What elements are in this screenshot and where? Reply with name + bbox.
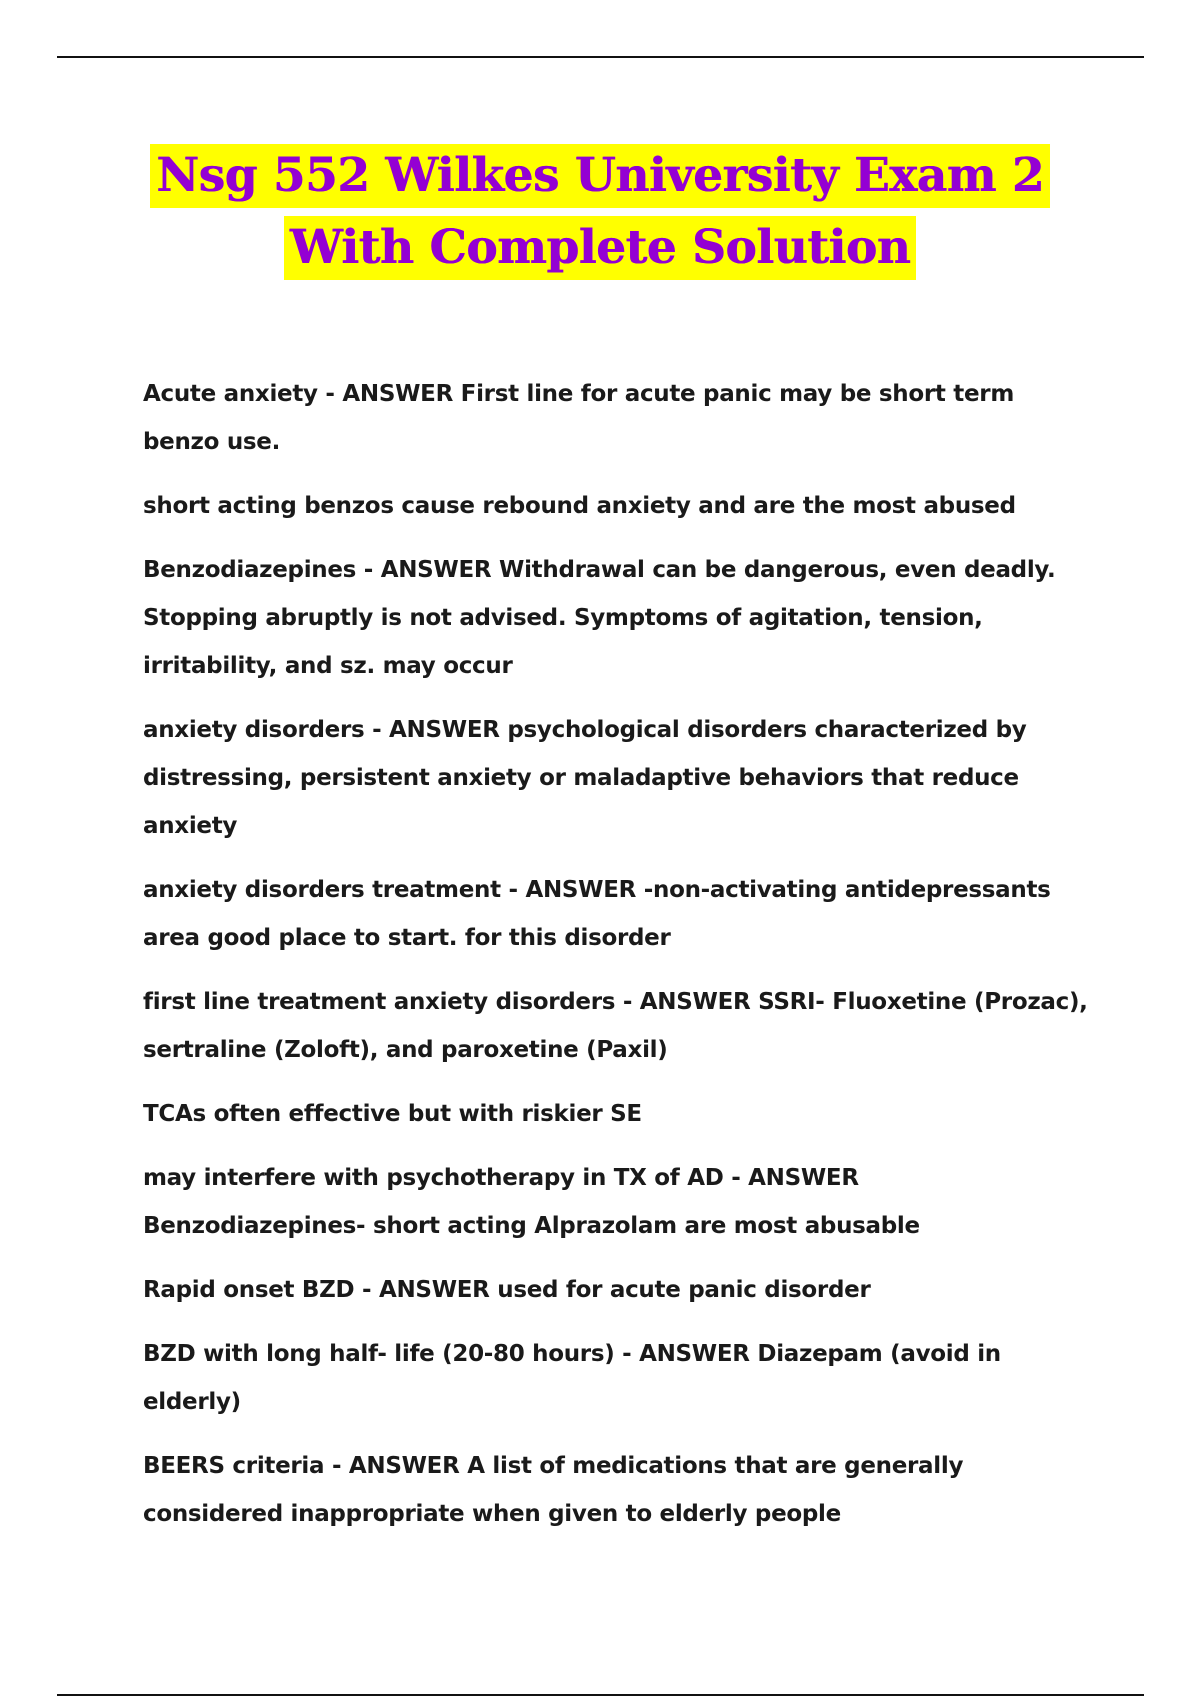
qa-entry: Acute anxiety - ANSWER First line for acute panic may be short term benzo use. (143, 381, 1014, 455)
top-divider (57, 56, 1144, 58)
title-line-2: With Complete Solution (284, 216, 917, 280)
qa-entry: BEERS criteria - ANSWER A list of medications that are generally considered inappropriate when given to elderly people (143, 1453, 964, 1527)
document-title (0, 140, 1200, 284)
qa-entry: BZD with long half- life (20-80 hours) - ANSWER Diazepam (avoid in elderly) (143, 1341, 1001, 1415)
bottom-divider (57, 1694, 1144, 1696)
qa-list (143, 370, 1088, 1554)
title-line-1: Nsg 552 Wilkes University Exam 2 (150, 144, 1050, 208)
qa-entry: first line treatment anxiety disorders - ANSWER SSRI- Fluoxetine (Prozac), sertraline (Zoloft), and paroxetine (Paxil) (143, 989, 1088, 1063)
qa-entry: Rapid onset BZD - ANSWER used for acute panic disorder (143, 1277, 871, 1303)
qa-entry: anxiety disorders treatment - ANSWER -non-activating antidepressants area good place to start. for this disorder (143, 877, 1051, 951)
qa-entry: Benzodiazepines - ANSWER Withdrawal can be dangerous, even deadly. Stopping abruptly is not advised. Symptoms of agitation, tension, irritability, and sz. may occur (143, 557, 1056, 679)
qa-entry: short acting benzos cause rebound anxiety and are the most abused (143, 493, 1016, 519)
qa-entry: anxiety disorders - ANSWER psychological disorders characterized by distressing, persistent anxiety or maladaptive behaviors that reduce anxiety (143, 717, 1027, 839)
qa-entry: may interfere with psychotherapy in TX of AD - ANSWER Benzodiazepines- short acting Alprazolam are most abusable (143, 1165, 920, 1239)
qa-entry: TCAs often effective but with riskier SE (143, 1101, 642, 1127)
